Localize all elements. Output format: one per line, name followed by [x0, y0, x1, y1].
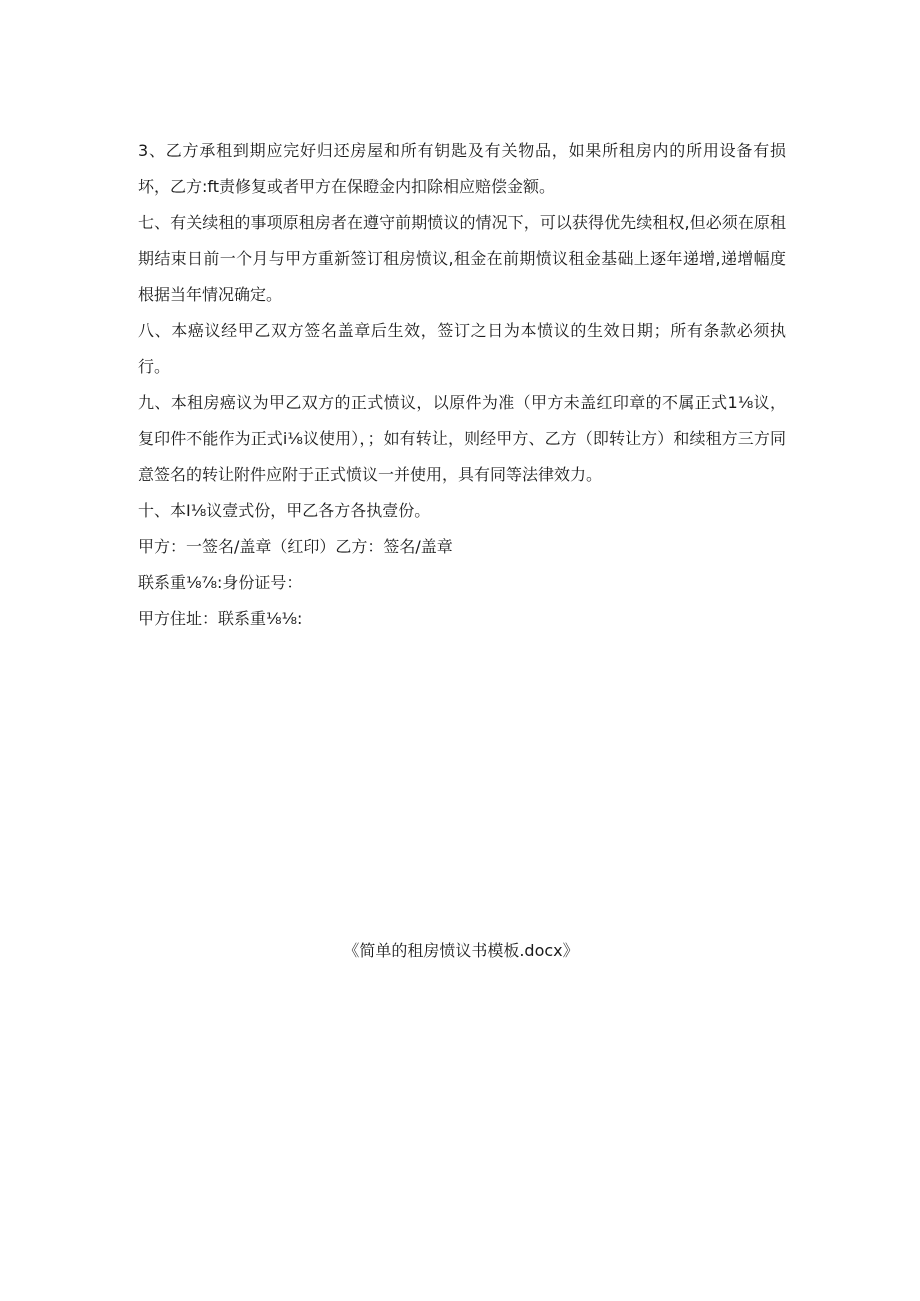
clause-renewal: 七、有关续租的事项原租房者在遵守前期愤议的情况下，可以获得优先续租权,但必须在原租期结束日前一个月与甲方重新签订租房愤议,租金在前期愤议租金基础上逐年递增,递增幅度根据当年情况确定。	[138, 213, 786, 304]
signature-line-address-contact: 甲方住址：联系重⅛⅛:	[138, 609, 303, 628]
signature-line-contact-id: 联系重⅛⅞:身份证号：	[138, 573, 303, 592]
document-filename-title: 《简单的租房愤议书模板.docx》	[343, 941, 579, 960]
clause-effective: 八、本癌议经甲乙双方签名盖章后生效，签订之日为本愤议的生效日期；所有条款必须执行。	[138, 321, 786, 376]
clause-copies: 十、本I⅛议壹式份，甲乙各方各执壹份。	[138, 501, 431, 520]
signature-line-parties: 甲方：一签名/盖章（红印）乙方：签名/盖章	[138, 537, 453, 556]
clause-return-property: 3、乙方承租到期应完好归还房屋和所有钥匙及有关物品，如果所租房内的所用设备有损坏，乙方:ft责修复或者甲方在保瞪金内扣除相应赔偿金额。	[138, 141, 786, 196]
clause-original-copy: 九、本租房癌议为甲乙双方的正式愤议，以原件为准（甲方未盖红印章的不属正式1⅛议，复印件不能作为正式i⅛议使用），；如有转让，则经甲方、乙方（即转让方）和续租方三方同意签名的转让附件应附于正式愤议一并使用，具有同等法律效力。	[138, 393, 786, 484]
document-body	[138, 133, 786, 637]
